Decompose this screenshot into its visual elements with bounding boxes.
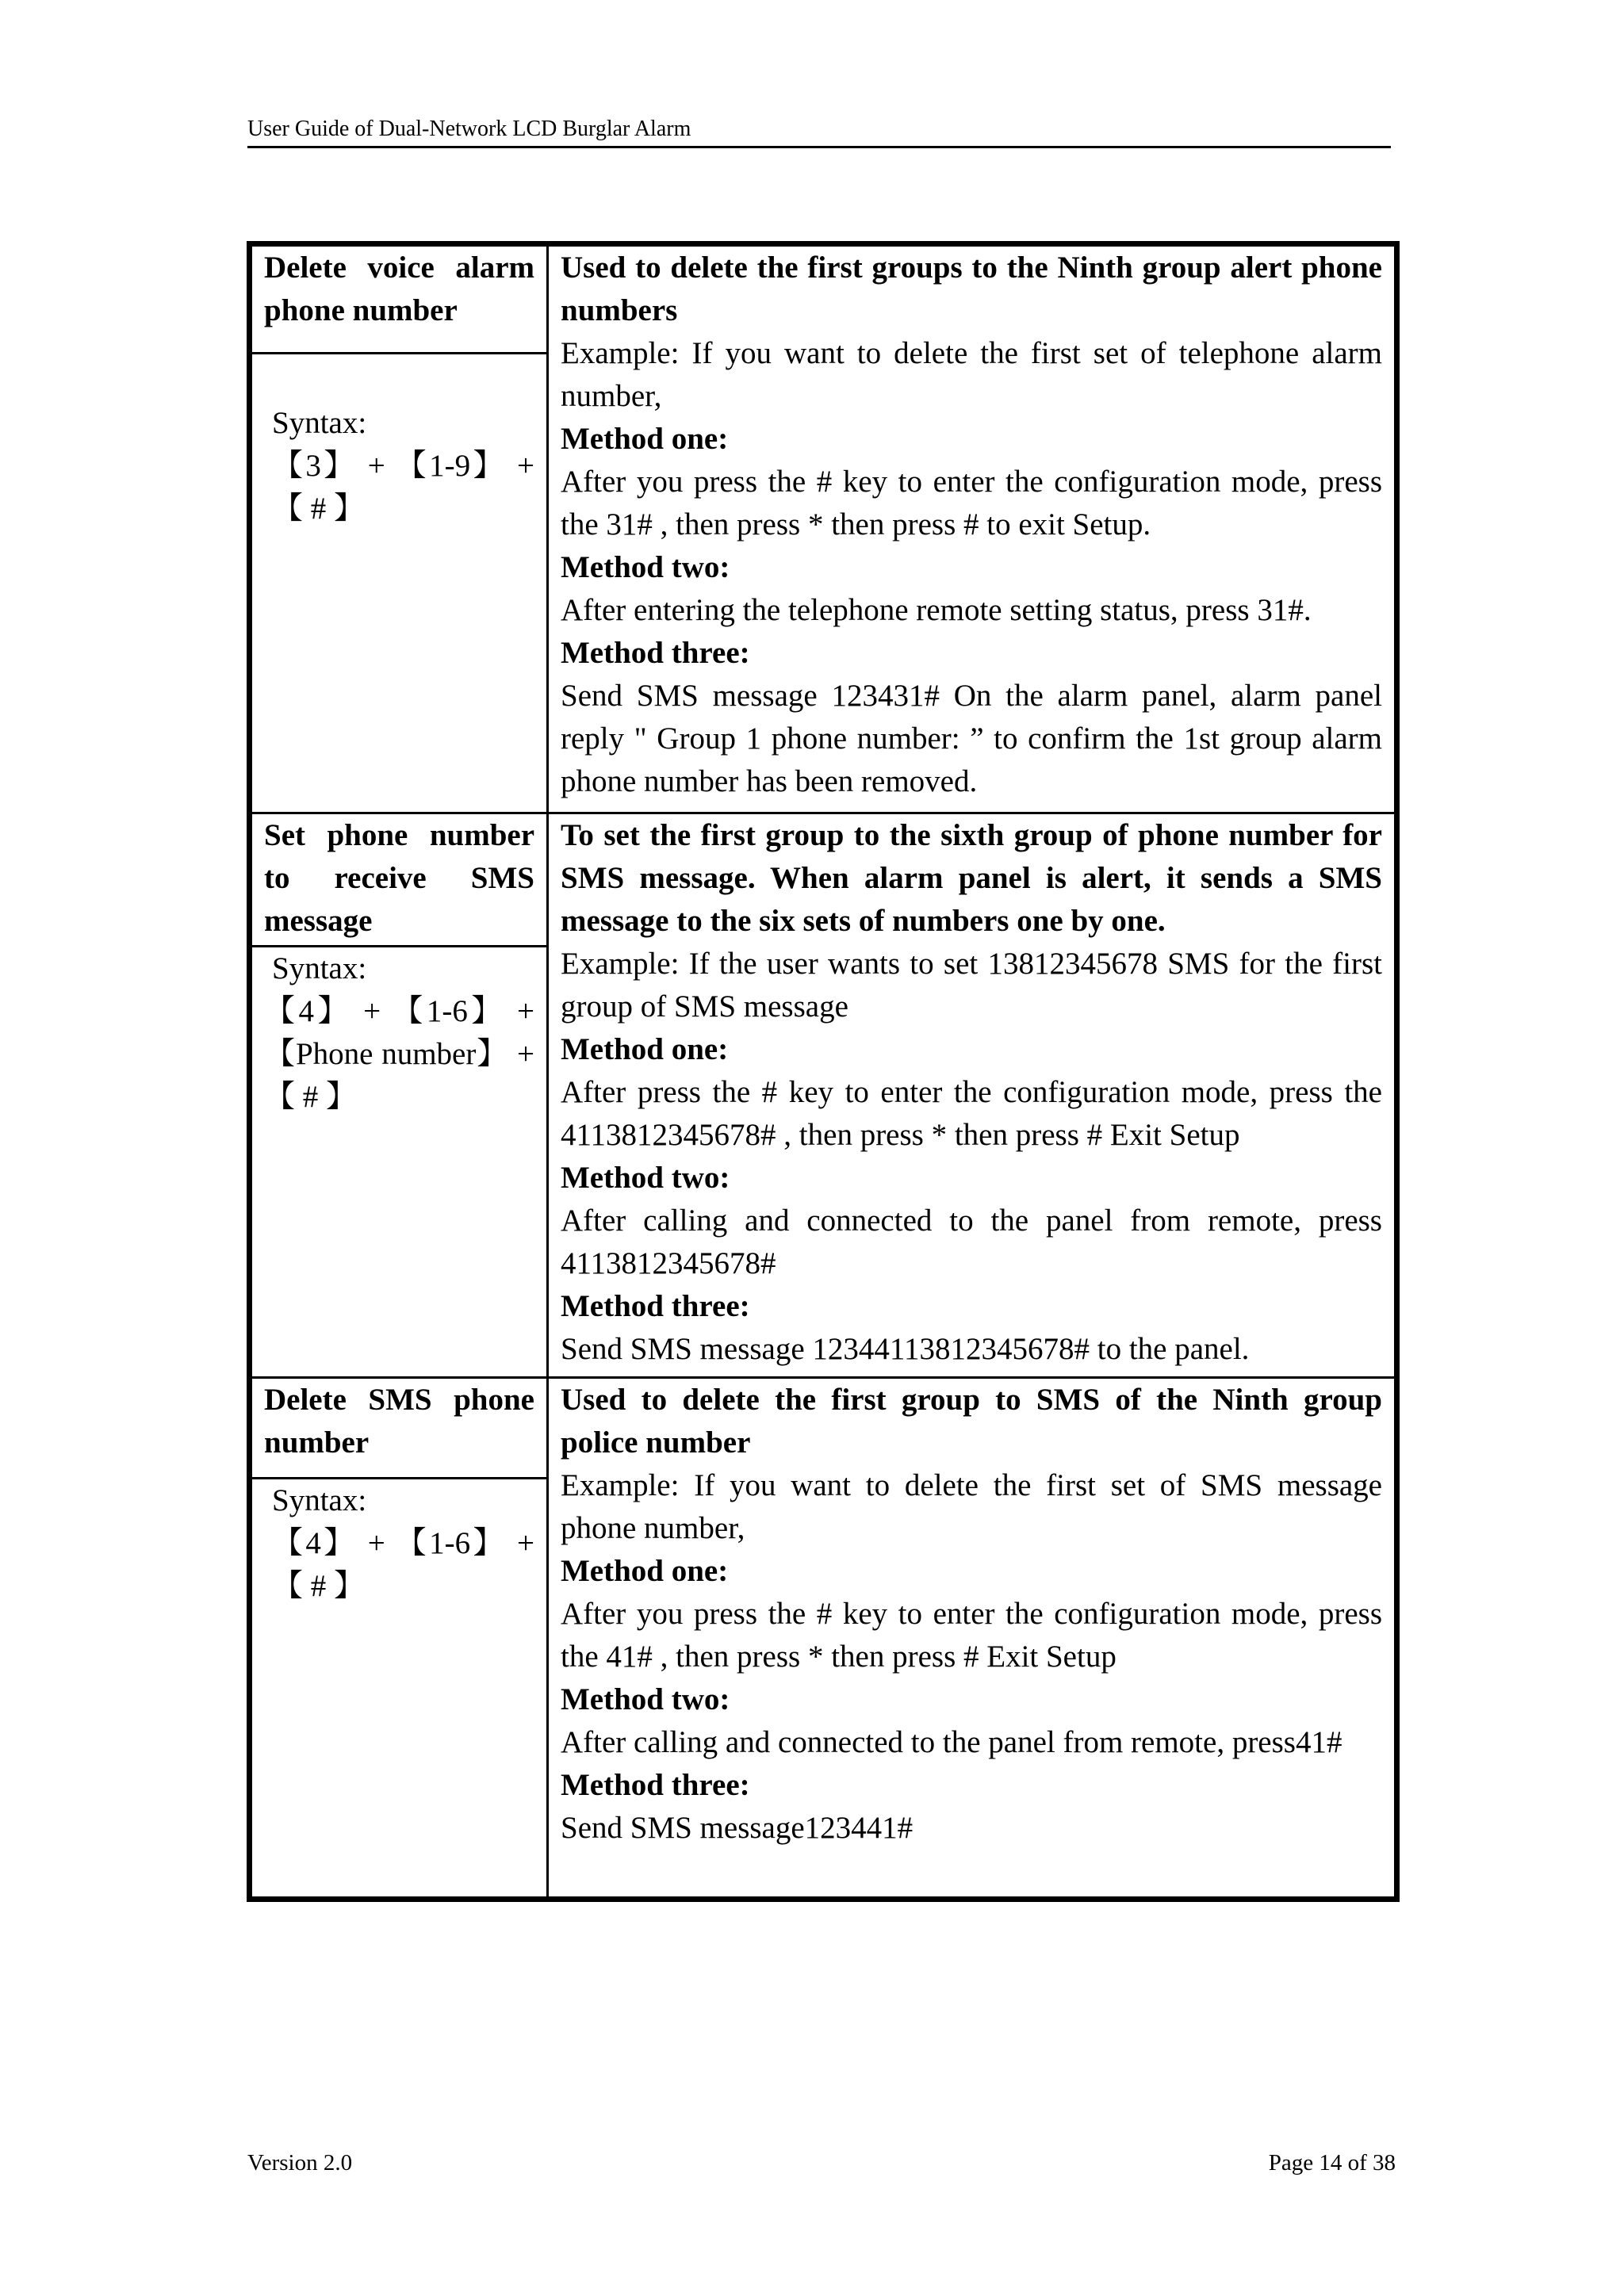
syntax-label: Syntax:: [272, 1483, 367, 1517]
method-two-label: Method two:: [561, 1682, 730, 1716]
command-cell: [250, 813, 548, 1378]
description-example: Example: If the user wants to set 13812345678 SMS for the first group of SMS message: [561, 947, 1382, 1024]
method-one-label: Method one:: [561, 422, 729, 456]
syntax-value: 【4】 + 【1-6】 + 【Phone number】 + 【 # 】: [264, 994, 534, 1114]
footer-page-number: Page 14 of 38: [1268, 2150, 1396, 2175]
description-example: Example: If you want to delete the first set of SMS message phone number,: [561, 1468, 1382, 1545]
table-row: [250, 813, 1397, 1378]
method-one-label: Method one:: [561, 1032, 729, 1066]
method-three-text: Send SMS message 12344113812345678# to the panel.: [561, 1332, 1250, 1366]
method-two-text: After entering the telephone remote setting status, press 31#.: [561, 593, 1312, 627]
method-two-text: After calling and connected to the panel from remote, press 4113812345678#: [561, 1203, 1382, 1280]
command-syntax: [252, 354, 546, 530]
command-cell: [250, 1378, 548, 1900]
command-syntax: [252, 1479, 546, 1608]
description-title: Used to delete the first group to SMS of the Ninth group police number: [561, 1383, 1382, 1460]
method-three-label: Method three:: [561, 636, 750, 670]
method-two-label: Method two:: [561, 1161, 730, 1195]
page-header: User Guide of Dual-Network LCD Burglar Alarm: [247, 116, 1391, 148]
method-three-text: Send SMS message123441#: [561, 1811, 914, 1845]
description-cell: [548, 813, 1397, 1378]
syntax-label: Syntax:: [272, 406, 367, 440]
method-one-text: After you press the # key to enter the configuration mode, press the 31# , then press * then press # to exit Setup.: [561, 465, 1382, 541]
description-cell: [548, 244, 1397, 813]
description-cell: [548, 1378, 1397, 1900]
footer-version: Version 2.0: [247, 2150, 353, 2175]
syntax-label: Syntax:: [272, 951, 367, 985]
method-three-text: Send SMS message 123431# On the alarm panel, alarm panel reply " Group 1 phone number: ” to confirm the 1st group alarm phone number has been removed.: [561, 679, 1382, 798]
method-one-label: Method one:: [561, 1554, 729, 1588]
table-row: [250, 244, 1397, 813]
method-two-label: Method two:: [561, 550, 730, 584]
syntax-value: 【3】 + 【1-9】 + 【 # 】: [272, 449, 534, 526]
table-row: [250, 1378, 1397, 1900]
method-two-text: After calling and connected to the panel from remote, press41#: [561, 1725, 1342, 1759]
description-title: Used to delete the first groups to the Ninth group alert phone numbers: [561, 251, 1382, 327]
description-title: To set the first group to the sixth group of phone number for SMS message. When alarm panel is alert, it sends a SMS message to the six sets of numbers one by one.: [561, 818, 1382, 938]
command-name: Delete voice alarm phone number: [252, 247, 546, 354]
method-one-text: After you press the # key to enter the configuration mode, press the 41# , then press * then press # Exit Setup: [561, 1597, 1382, 1674]
method-three-label: Method three:: [561, 1289, 750, 1323]
method-three-label: Method three:: [561, 1768, 750, 1802]
command-syntax: [252, 947, 546, 1119]
method-one-text: After press the # key to enter the configuration mode, press the 4113812345678# , then press * then press # Exit Setup: [561, 1075, 1382, 1152]
command-cell: [250, 244, 548, 813]
command-name: Set phone number to receive SMS message: [252, 814, 546, 947]
command-name: Delete SMS phone number: [252, 1379, 546, 1479]
description-example: Example: If you want to delete the first set of telephone alarm number,: [561, 336, 1382, 413]
syntax-value: 【4】 + 【1-6】 + 【 # 】: [272, 1526, 534, 1603]
command-table: [247, 241, 1400, 1902]
